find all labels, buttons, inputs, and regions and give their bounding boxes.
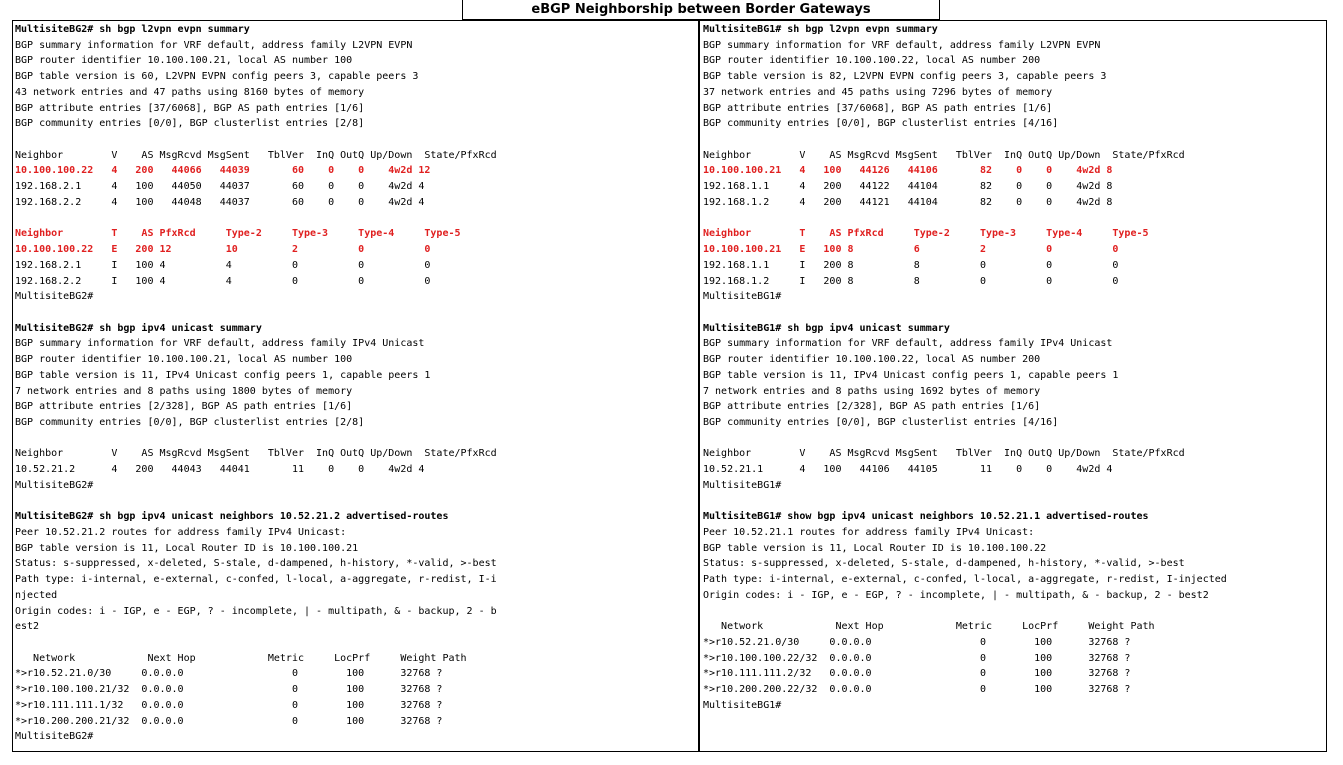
terminal-line: BGP summary information for VRF default, address family L2VPN EVPN [703,39,1101,51]
terminal-line: MultisiteBG1# sh bgp l2vpn evpn summary [703,24,938,35]
terminal-line: 43 network entries and 47 paths using 8160 bytes of memory [15,86,365,98]
terminal-line [703,132,1323,148]
terminal-line: BGP attribute entries [2/328], BGP AS path entries [1/6] [703,401,1041,413]
terminal-line: BGP summary information for VRF default, address family L2VPN EVPN [15,39,413,51]
terminal-line: BGP attribute entries [2/328], BGP AS path entries [1/6] [15,401,353,413]
terminal-line: Origin codes: i - IGP, e - EGP, ? - incomplete, | - multipath, & - backup, 2 - best2 [703,589,1209,601]
terminal-line [703,211,1323,227]
terminal-line: 10.52.21.2 4 200 44043 44041 11 0 0 4w2d 4 [15,464,425,476]
terminal-line: BGP table version is 11, Local Router ID is 10.100.100.21 [15,542,359,554]
terminal-line: Path type: i-internal, e-external, c-confed, l-local, a-aggregate, r-redist, I-i [15,574,497,586]
terminal-line: BGP table version is 82, L2VPN EVPN config peers 3, capable peers 3 [703,71,1107,83]
pane-divider [698,20,700,752]
terminal-line: 192.168.1.2 4 200 44121 44104 82 0 0 4w2d 8 [703,196,1113,208]
terminal-line: *>r10.52.21.0/30 0.0.0.0 0 100 32768 ? [703,637,1131,649]
terminal-line: BGP community entries [0/0], BGP clusterlist entries [4/16] [703,416,1059,428]
terminal-line: MultisiteBG2# sh bgp l2vpn evpn summary [15,24,250,35]
terminal-line: BGP summary information for VRF default, address family IPv4 Unicast [15,338,425,350]
terminal-line: njected [15,589,58,601]
terminal-line: Neighbor V AS MsgRcvd MsgSent TblVer InQ OutQ Up/Down State/PfxRcd [15,448,497,460]
terminal-line: 10.100.100.22 E 200 12 10 2 0 0 [15,244,431,256]
terminal-line: MultisiteBG2# [15,731,94,743]
terminal-line: BGP attribute entries [37/6068], BGP AS path entries [1/6] [703,102,1053,114]
terminal-line: BGP table version is 60, L2VPN EVPN config peers 3, capable peers 3 [15,71,419,83]
terminal-line: *>r10.100.100.22/32 0.0.0.0 0 100 32768 ? [703,652,1131,664]
terminal-line: Network Next Hop Metric LocPrf Weight Path [15,652,467,664]
terminal-line [15,305,695,321]
terminal-line: Status: s-suppressed, x-deleted, S-stale, d-dampened, h-history, *-valid, >-best [703,558,1185,570]
terminal-pane-bg2[interactable] [15,22,695,750]
terminal-line: 37 network entries and 45 paths using 7296 bytes of memory [703,86,1053,98]
terminal-line [703,431,1323,447]
terminal-line: 7 network entries and 8 paths using 1800 bytes of memory [15,385,353,397]
terminal-line: Network Next Hop Metric LocPrf Weight Path [703,621,1155,633]
terminal-line [15,132,695,148]
terminal-line: Neighbor T AS PfxRcd Type-2 Type-3 Type-4 Type-5 [703,228,1149,240]
terminal-line: Path type: i-internal, e-external, c-confed, l-local, a-aggregate, r-redist, I-injected [703,574,1227,586]
terminal-line [703,494,1323,510]
terminal-line: BGP table version is 11, IPv4 Unicast config peers 1, capable peers 1 [703,369,1119,381]
terminal-line: BGP router identifier 10.100.100.21, local AS number 100 [15,55,353,67]
terminal-line: 192.168.1.2 I 200 8 8 0 0 0 [703,275,1119,287]
terminal-line: *>r10.200.200.21/32 0.0.0.0 0 100 32768 ? [15,715,443,727]
page-title: eBGP Neighborship between Border Gateways [462,0,940,20]
terminal-line: Origin codes: i - IGP, e - EGP, ? - incomplete, | - multipath, & - backup, 2 - b [15,605,497,617]
terminal-line: *>r10.111.111.1/32 0.0.0.0 0 100 32768 ? [15,699,443,711]
terminal-line: Peer 10.52.21.2 routes for address family IPv4 Unicast: [15,527,347,538]
terminal-line: Neighbor T AS PfxRcd Type-2 Type-3 Type-4 Type-5 [15,228,461,240]
terminal-line: 10.100.100.21 4 100 44126 44106 82 0 0 4w2d 8 [703,165,1113,177]
terminal-line: 10.52.21.1 4 100 44106 44105 11 0 0 4w2d 4 [703,464,1113,476]
terminal-line: MultisiteBG1# sh bgp ipv4 unicast summary [703,322,950,334]
terminal-line: 192.168.1.1 I 200 8 8 0 0 0 [703,259,1119,271]
terminal-line: Neighbor V AS MsgRcvd MsgSent TblVer InQ OutQ Up/Down State/PfxRcd [703,448,1185,460]
terminal-line: 192.168.1.1 4 200 44122 44104 82 0 0 4w2d 8 [703,181,1113,193]
terminal-line [15,211,695,227]
terminal-line: BGP table version is 11, IPv4 Unicast config peers 1, capable peers 1 [15,369,431,381]
terminal-line: 7 network entries and 8 paths using 1692 bytes of memory [703,385,1041,397]
terminal-line [15,635,695,651]
terminal-line: 192.168.2.1 4 100 44050 44037 60 0 0 4w2d 4 [15,181,425,193]
terminal-line: BGP router identifier 10.100.100.22, local AS number 200 [703,354,1041,366]
terminal-line [15,494,695,510]
terminal-line: MultisiteBG2# [15,479,94,491]
terminal-line: MultisiteBG1# [703,699,782,711]
terminal-line: Peer 10.52.21.1 routes for address family IPv4 Unicast: [703,527,1035,538]
terminal-line: *>r10.111.111.2/32 0.0.0.0 0 100 32768 ? [703,668,1131,680]
terminal-line: Neighbor V AS MsgRcvd MsgSent TblVer InQ OutQ Up/Down State/PfxRcd [703,149,1185,161]
terminal-line: MultisiteBG2# sh bgp ipv4 unicast neighbors 10.52.21.2 advertised-routes [15,511,449,523]
terminal-line: est2 [15,621,40,633]
terminal-line: BGP community entries [0/0], BGP clusterlist entries [2/8] [15,118,365,130]
terminal-line: 10.100.100.21 E 100 8 6 2 0 0 [703,244,1119,256]
terminal-line: BGP community entries [0/0], BGP clusterlist entries [4/16] [703,118,1059,130]
terminal-line [15,431,695,447]
terminal-line: BGP summary information for VRF default, address family IPv4 Unicast [703,338,1113,350]
terminal-line: MultisiteBG2# [15,291,94,303]
terminal-pane-bg1[interactable] [703,22,1323,750]
terminal-line: Status: s-suppressed, x-deleted, S-stale, d-dampened, h-history, *-valid, >-best [15,558,497,570]
terminal-line: 10.100.100.22 4 200 44066 44039 60 0 0 4w2d 12 [15,165,431,177]
terminal-line: MultisiteBG2# sh bgp ipv4 unicast summary [15,322,262,334]
terminal-line [703,305,1323,321]
terminal-line: Neighbor V AS MsgRcvd MsgSent TblVer InQ OutQ Up/Down State/PfxRcd [15,149,497,161]
terminal-line: 192.168.2.2 I 100 4 4 0 0 0 [15,275,431,287]
terminal-line: 192.168.2.2 4 100 44048 44037 60 0 0 4w2d 4 [15,196,425,208]
terminal-line: *>r10.200.200.22/32 0.0.0.0 0 100 32768 ? [703,684,1131,696]
terminal-line: *>r10.52.21.0/30 0.0.0.0 0 100 32768 ? [15,668,443,680]
terminal-line: BGP router identifier 10.100.100.21, local AS number 100 [15,354,353,366]
terminal-line: BGP table version is 11, Local Router ID is 10.100.100.22 [703,542,1047,554]
terminal-line: BGP attribute entries [37/6068], BGP AS path entries [1/6] [15,102,365,114]
terminal-line: 192.168.2.1 I 100 4 4 0 0 0 [15,259,431,271]
terminal-line [703,604,1323,620]
terminal-line: BGP router identifier 10.100.100.22, local AS number 200 [703,55,1041,67]
terminal-line: BGP community entries [0/0], BGP clusterlist entries [2/8] [15,416,365,428]
terminal-line: MultisiteBG1# [703,291,782,303]
terminal-line: MultisiteBG1# [703,479,782,491]
terminal-line: *>r10.100.100.21/32 0.0.0.0 0 100 32768 ? [15,684,443,696]
terminal-line: MultisiteBG1# show bgp ipv4 unicast neighbors 10.52.21.1 advertised-routes [703,511,1149,523]
